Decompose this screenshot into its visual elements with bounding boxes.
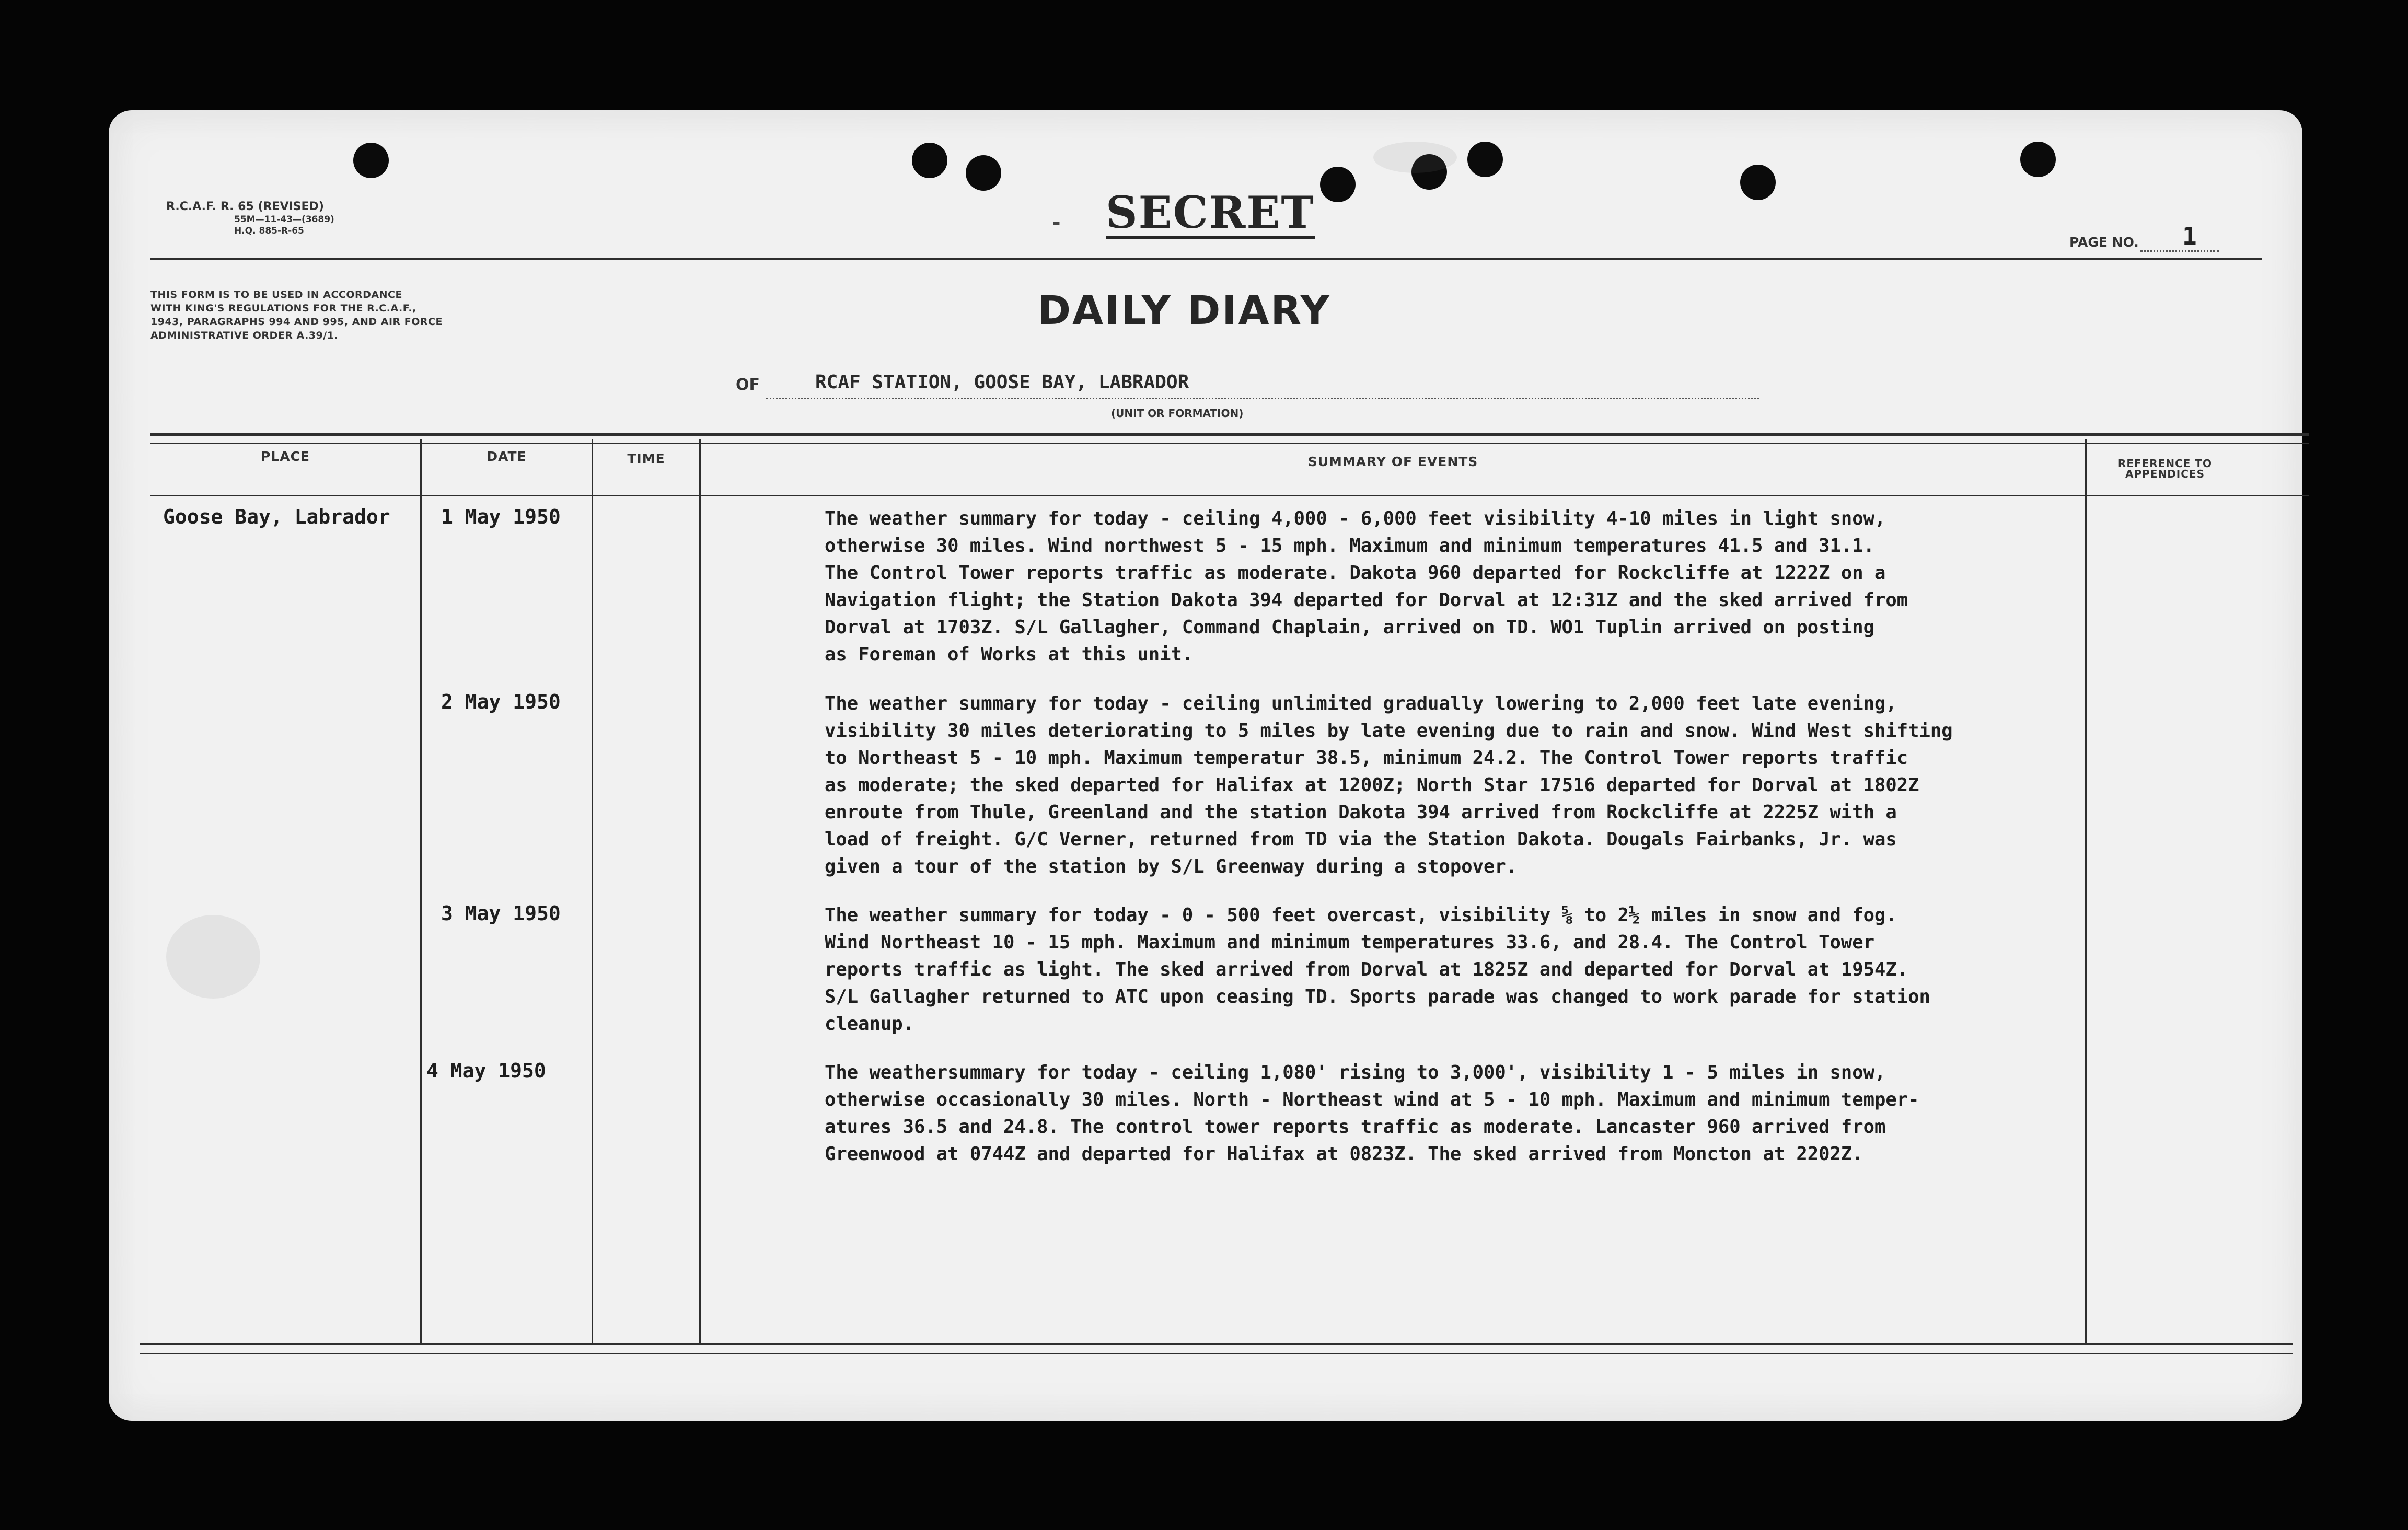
summary-line: reports traffic as light. The sked arrived from Dorval at 1825Z and departed for Dorval at 1954Z. [825,959,1908,980]
classification-stamp: SECRET [1106,187,1315,238]
punch-hole [1320,167,1356,202]
summary-line: S/L Gallagher returned to ATC upon ceasing TD. Sports parade was changed to work parade for station [825,986,1930,1007]
summary-line: otherwise occasionally 30 miles. North - Northeast wind at 5 - 10 mph. Maximum and minimum temper- [825,1089,1919,1110]
table-top-rule [150,433,2309,436]
table-bottom-rule [140,1353,2293,1354]
column-header-reference [2087,458,2243,479]
summary-line: The weather summary for today - ceiling unlimited gradually lowering to 2,000 feet late evening, [825,693,1897,714]
date-cell: 2 May 1950 [441,690,561,713]
table-header-rule [150,495,2309,496]
column-divider [699,439,701,1343]
punch-hole [912,143,947,178]
page-number-label: PAGE NO. [2069,235,2139,250]
summary-line: The Control Tower reports traffic as moderate. Dakota 960 departed for Rockcliffe at 1222Z on a [825,562,1886,584]
summary-line: Navigation flight; the Station Dakota 394 departed for Dorval at 12:31Z and the sked arrived from [825,589,1908,611]
unit-name: RCAF STATION, GOOSE BAY, LABRADOR [815,372,1189,393]
unit-field-line [766,396,1759,399]
summary-entry [825,902,2183,1038]
summary-line: atures 36.5 and 24.8. The control tower reports traffic as moderate. Lancaster 960 arrived from [825,1116,1886,1138]
summary-entry [825,505,2183,668]
column-header-place: PLACE [260,449,310,464]
summary-line: given a tour of the station by S/L Greenway during a stopover. [825,856,1518,877]
column-header-date: DATE [487,449,527,464]
summary-line: visibility 30 miles deteriorating to 5 miles by late evening due to rain and snow. Wind West shifting [825,720,1953,741]
summary-line: The weather summary for today - ceiling 4,000 - 6,000 feet visibility 4-10 miles in light snow, [825,508,1886,529]
summary-entry [825,1059,2183,1168]
column-header-time: TIME [627,451,665,466]
summary-line: Greenwood at 0744Z and departed for Halifax at 0823Z. The sked arrived from Moncton at 2202Z. [825,1143,1863,1165]
summary-line: cleanup. [825,1013,914,1035]
form-ref-line: R.C.A.F. R. 65 (REVISED) [166,200,324,213]
summary-line: to Northeast 5 - 10 mph. Maximum temperatur 38.5, minimum 24.2. The Control Tower reports traffic [825,747,1908,769]
paper-stain [1373,142,1457,173]
summary-entry [825,690,2183,880]
page-title: DAILY DIARY [1038,287,1331,333]
column-divider [420,439,422,1343]
punch-hole [353,143,389,178]
regulations-note [150,288,443,342]
form-reference [166,200,334,237]
regulations-line: ADMINISTRATIVE ORDER A.39/1. [150,330,339,341]
punch-hole [2020,142,2056,177]
date-cell: 3 May 1950 [441,902,561,925]
column-divider [592,439,593,1343]
form-ref-line: H.Q. 885-R-65 [234,226,304,236]
diary-page [109,110,2302,1421]
page-number-field [2140,237,2219,252]
punch-hole [966,155,1001,191]
summary-line: as Foreman of Works at this unit. [825,644,1194,665]
header-rule [150,258,2262,260]
summary-line: Wind Northeast 10 - 15 mph. Maximum and minimum temperatures 33.6, and 28.4. The Control Tower [825,932,1875,953]
table-bottom-rule [140,1343,2293,1345]
paper-stain [166,915,260,999]
page-number: 1 [2182,222,2197,250]
reference-header-line: REFERENCE TO [2117,457,2213,470]
summary-line: otherwise 30 miles. Wind northwest 5 - 15 mph. Maximum and minimum temperatures 41.5 and 31.1. [825,535,1875,557]
table-top-rule [150,443,2309,444]
unit-caption: (UNIT OR FORMATION) [1111,407,1244,420]
punch-hole [1740,165,1776,200]
summary-line: The weathersummary for today - ceiling 1,080' rising to 3,000', visibility 1 - 5 miles in snow, [825,1062,1886,1083]
of-label: OF [736,376,760,394]
column-header-summary: SUMMARY OF EVENTS [1307,454,1478,469]
summary-line: Dorval at 1703Z. S/L Gallagher, Command Chaplain, arrived on TD. WO1 Tuplin arrived on posting [825,617,1875,638]
summary-line: enroute from Thule, Greenland and the station Dakota 394 arrived from Rockcliffe at 2225Z with a [825,802,1897,823]
summary-line: load of freight. G/C Verner, returned from TD via the Station Dakota. Dougals Fairbanks, Jr. was [825,829,1897,850]
regulations-line: 1943, PARAGRAPHS 994 AND 995, AND AIR FORCE [150,316,443,328]
date-cell: 1 May 1950 [441,505,561,528]
summary-line: The weather summary for today - 0 - 500 feet overcast, visibility ⅝ to 2½ miles in snow and fog. [825,905,1897,926]
place-cell: Goose Bay, Labrador [163,505,390,528]
form-ref-line: 55M—11-43—(3689) [234,214,334,225]
reference-header-line: APPENDICES [2125,468,2205,480]
regulations-line: THIS FORM IS TO BE USED IN ACCORDANCE [150,289,402,300]
summary-line: as moderate; the sked departed for Halifax at 1200Z; North Star 17516 departed for Dorval at 1802Z [825,774,1919,796]
dash-mark: - [1052,211,1061,235]
punch-hole [1467,142,1503,177]
regulations-line: WITH KING'S REGULATIONS FOR THE R.C.A.F., [150,303,416,314]
date-cell: 4 May 1950 [426,1059,546,1082]
